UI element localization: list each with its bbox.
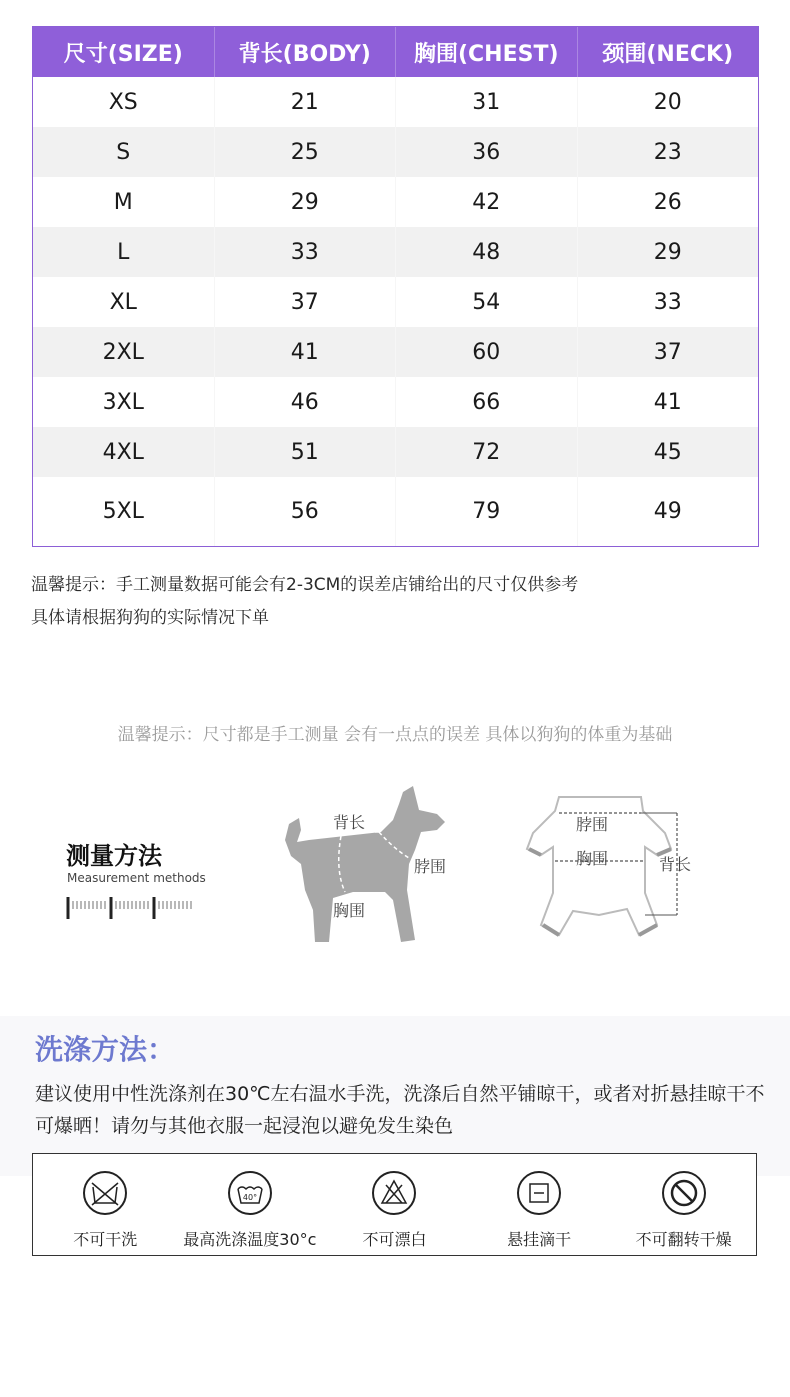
cell-body: 29 (215, 177, 397, 227)
care-label: 不可干洗 (73, 1230, 138, 1249)
cell-body: 25 (215, 127, 397, 177)
care-label: 不可翻转干燥 (635, 1230, 732, 1249)
cell-body: 21 (215, 77, 397, 127)
cell-size: L (33, 227, 215, 277)
cell-neck: 23 (653, 139, 682, 165)
cell-neck: 33 (653, 289, 682, 315)
dog-label-neck: 脖围 (414, 857, 447, 876)
table-row (33, 227, 758, 277)
garment-label-body: 背长 (659, 855, 692, 874)
header-body: 背长(BODY) (215, 27, 397, 77)
cell-size: 5XL (33, 477, 215, 546)
size-table (32, 26, 759, 547)
garment-label-chest: 胸围 (576, 849, 609, 868)
cell-body: 37 (215, 277, 397, 327)
table-row (33, 327, 758, 377)
ruler-icon (66, 893, 196, 921)
cell-chest: 66 (396, 377, 578, 427)
care-item (322, 1154, 467, 1255)
wash-temp-label: 40° (242, 1193, 257, 1202)
table-row (33, 377, 758, 427)
cell-chest: 60 (396, 327, 578, 377)
size-note (31, 569, 578, 635)
washing-text: 建议使用中性洗涤剂在30℃左右温水手洗，洗涤后自然平铺晾干，或者对折悬挂晾干不可爆晒！请勿与其他衣服一起浸泡以避免发生染色 (35, 1083, 765, 1137)
header-neck: 颈围(NECK) (602, 41, 734, 67)
measure-title: 测量方法 (66, 842, 162, 870)
cell-size: 4XL (33, 427, 215, 477)
cell-body: 56 (215, 477, 397, 546)
cell-body: 41 (215, 327, 397, 377)
cell-size: 3XL (33, 377, 215, 427)
cell-neck: 29 (653, 239, 682, 265)
wash-40-icon (226, 1169, 274, 1217)
dog-label-chest: 胸围 (333, 901, 366, 920)
garment-label-neck: 脖围 (576, 815, 609, 834)
table-row (33, 277, 758, 327)
drip-dry-icon (515, 1169, 563, 1217)
cell-size: S (33, 127, 215, 177)
cell-neck: 37 (653, 339, 682, 365)
dog-label-body: 背长 (333, 813, 366, 832)
measure-note: 温馨提示：尺寸都是手工测量 会有一点点的误差 具体以狗狗的体重为基础 (117, 725, 673, 745)
cell-chest: 31 (396, 77, 578, 127)
cell-chest: 54 (396, 277, 578, 327)
garment-diagram-icon (515, 785, 725, 950)
washing-title: 洗涤方法： (35, 1033, 176, 1066)
table-row (33, 477, 758, 546)
care-label: 最高洗涤温度30°c (183, 1230, 317, 1249)
care-item (467, 1154, 612, 1255)
measure-subtitle: Measurement methods (67, 871, 206, 885)
header-size: 尺寸(SIZE) (33, 27, 215, 77)
cell-chest: 79 (396, 477, 578, 546)
cell-body: 46 (215, 377, 397, 427)
cell-size: XS (33, 77, 215, 127)
cell-neck: 45 (653, 439, 682, 465)
no-dry-clean-icon (81, 1169, 129, 1217)
care-item (33, 1154, 178, 1255)
cell-chest: 72 (396, 427, 578, 477)
cell-chest: 42 (396, 177, 578, 227)
care-label: 不可漂白 (362, 1230, 427, 1249)
care-item (178, 1154, 323, 1255)
no-tumble-dry-icon (660, 1169, 708, 1217)
cell-neck: 20 (653, 89, 682, 115)
cell-chest: 48 (396, 227, 578, 277)
cell-body: 51 (215, 427, 397, 477)
care-symbols (32, 1153, 757, 1256)
cell-neck: 49 (653, 499, 682, 524)
table-row (33, 427, 758, 477)
cell-size: XL (33, 277, 215, 327)
care-item (611, 1154, 756, 1255)
size-table-header (33, 27, 758, 77)
size-note-line1: 温馨提示：手工测量数据可能会有2-3CM的误差店铺给出的尺寸仅供参考 (31, 575, 579, 595)
cell-neck: 41 (653, 389, 682, 415)
no-bleach-icon (370, 1169, 418, 1217)
cell-size: 2XL (33, 327, 215, 377)
cell-neck: 26 (653, 189, 682, 215)
table-row (33, 77, 758, 127)
care-label: 悬挂滴干 (507, 1230, 572, 1249)
size-note-line2: 具体请根据狗狗的实际情况下单 (31, 608, 269, 628)
cell-chest: 36 (396, 127, 578, 177)
table-row (33, 177, 758, 227)
header-chest: 胸围(CHEST) (396, 27, 578, 77)
table-row (33, 127, 758, 177)
cell-size: M (33, 177, 215, 227)
cell-body: 33 (215, 227, 397, 277)
